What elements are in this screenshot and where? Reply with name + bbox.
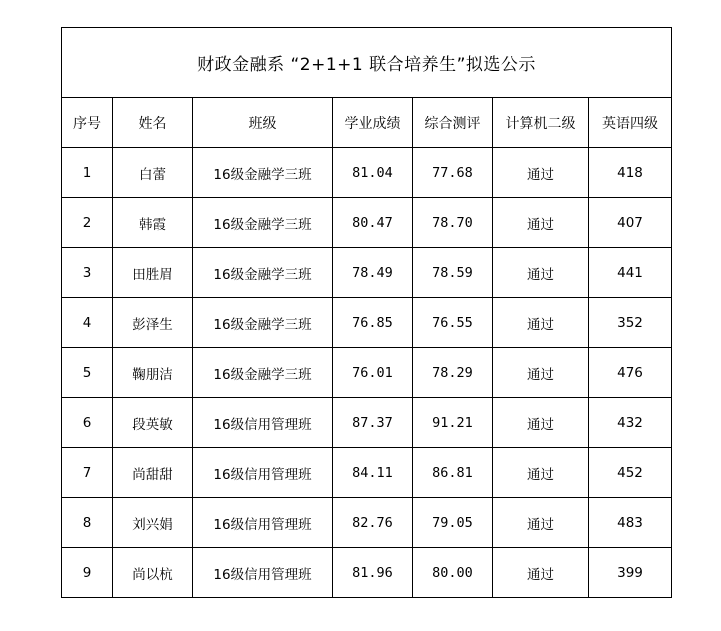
page-title: 财政金融系 “2+1+1 联合培养生”拟选公示 — [62, 28, 672, 98]
cell-overall-evaluation: 80.00 — [413, 548, 493, 598]
table-body — [62, 148, 672, 598]
cell-name: 韩霞 — [113, 198, 193, 248]
header-computer-level2: 计算机二级 — [493, 98, 589, 148]
table-row — [62, 148, 672, 198]
cell-class: 16级信用管理班 — [193, 548, 333, 598]
cell-academic-score: 87.37 — [333, 398, 413, 448]
candidate-table — [61, 27, 672, 598]
cell-name: 田胜眉 — [113, 248, 193, 298]
header-row — [62, 98, 672, 148]
cell-computer-level2: 通过 — [493, 248, 589, 298]
cell-seq: 8 — [62, 498, 113, 548]
table-row — [62, 348, 672, 398]
cell-class: 16级金融学三班 — [193, 348, 333, 398]
cell-academic-score: 76.85 — [333, 298, 413, 348]
cell-overall-evaluation: 76.55 — [413, 298, 493, 348]
cell-class: 16级信用管理班 — [193, 448, 333, 498]
cell-computer-level2: 通过 — [493, 398, 589, 448]
cell-class: 16级信用管理班 — [193, 398, 333, 448]
cell-computer-level2: 通过 — [493, 448, 589, 498]
header-overall-evaluation: 综合测评 — [413, 98, 493, 148]
cell-overall-evaluation: 78.29 — [413, 348, 493, 398]
cell-academic-score: 80.47 — [333, 198, 413, 248]
cell-english-cet4: 352 — [589, 298, 672, 348]
cell-computer-level2: 通过 — [493, 198, 589, 248]
cell-name: 彭泽生 — [113, 298, 193, 348]
header-name: 姓名 — [113, 98, 193, 148]
cell-overall-evaluation: 78.59 — [413, 248, 493, 298]
header-english-cet4: 英语四级 — [589, 98, 672, 148]
cell-academic-score: 76.01 — [333, 348, 413, 398]
cell-class: 16级信用管理班 — [193, 498, 333, 548]
cell-seq: 2 — [62, 198, 113, 248]
cell-computer-level2: 通过 — [493, 498, 589, 548]
announcement-sheet — [61, 27, 671, 598]
cell-computer-level2: 通过 — [493, 548, 589, 598]
cell-english-cet4: 418 — [589, 148, 672, 198]
table-row — [62, 198, 672, 248]
cell-class: 16级金融学三班 — [193, 248, 333, 298]
cell-english-cet4: 483 — [589, 498, 672, 548]
header-class: 班级 — [193, 98, 333, 148]
cell-name: 尚甜甜 — [113, 448, 193, 498]
header-seq: 序号 — [62, 98, 113, 148]
table-row — [62, 548, 672, 598]
cell-seq: 1 — [62, 148, 113, 198]
cell-name: 鞠朋洁 — [113, 348, 193, 398]
cell-seq: 7 — [62, 448, 113, 498]
cell-computer-level2: 通过 — [493, 148, 589, 198]
header-academic-score: 学业成绩 — [333, 98, 413, 148]
cell-seq: 6 — [62, 398, 113, 448]
cell-overall-evaluation: 79.05 — [413, 498, 493, 548]
cell-overall-evaluation: 77.68 — [413, 148, 493, 198]
cell-academic-score: 84.11 — [333, 448, 413, 498]
cell-class: 16级金融学三班 — [193, 198, 333, 248]
table-row — [62, 448, 672, 498]
cell-name: 段英敏 — [113, 398, 193, 448]
cell-english-cet4: 476 — [589, 348, 672, 398]
cell-seq: 3 — [62, 248, 113, 298]
cell-english-cet4: 399 — [589, 548, 672, 598]
cell-english-cet4: 441 — [589, 248, 672, 298]
table-row — [62, 248, 672, 298]
cell-seq: 4 — [62, 298, 113, 348]
cell-seq: 9 — [62, 548, 113, 598]
table-row — [62, 498, 672, 548]
cell-english-cet4: 407 — [589, 198, 672, 248]
cell-name: 刘兴娟 — [113, 498, 193, 548]
cell-overall-evaluation: 91.21 — [413, 398, 493, 448]
cell-english-cet4: 452 — [589, 448, 672, 498]
cell-computer-level2: 通过 — [493, 298, 589, 348]
title-row — [62, 28, 672, 98]
cell-academic-score: 81.04 — [333, 148, 413, 198]
cell-name: 尚以杭 — [113, 548, 193, 598]
cell-overall-evaluation: 86.81 — [413, 448, 493, 498]
cell-academic-score: 81.96 — [333, 548, 413, 598]
cell-computer-level2: 通过 — [493, 348, 589, 398]
table-row — [62, 398, 672, 448]
cell-class: 16级金融学三班 — [193, 298, 333, 348]
cell-class: 16级金融学三班 — [193, 148, 333, 198]
cell-overall-evaluation: 78.70 — [413, 198, 493, 248]
cell-academic-score: 82.76 — [333, 498, 413, 548]
cell-seq: 5 — [62, 348, 113, 398]
cell-academic-score: 78.49 — [333, 248, 413, 298]
table-row — [62, 298, 672, 348]
cell-english-cet4: 432 — [589, 398, 672, 448]
cell-name: 白蕾 — [113, 148, 193, 198]
